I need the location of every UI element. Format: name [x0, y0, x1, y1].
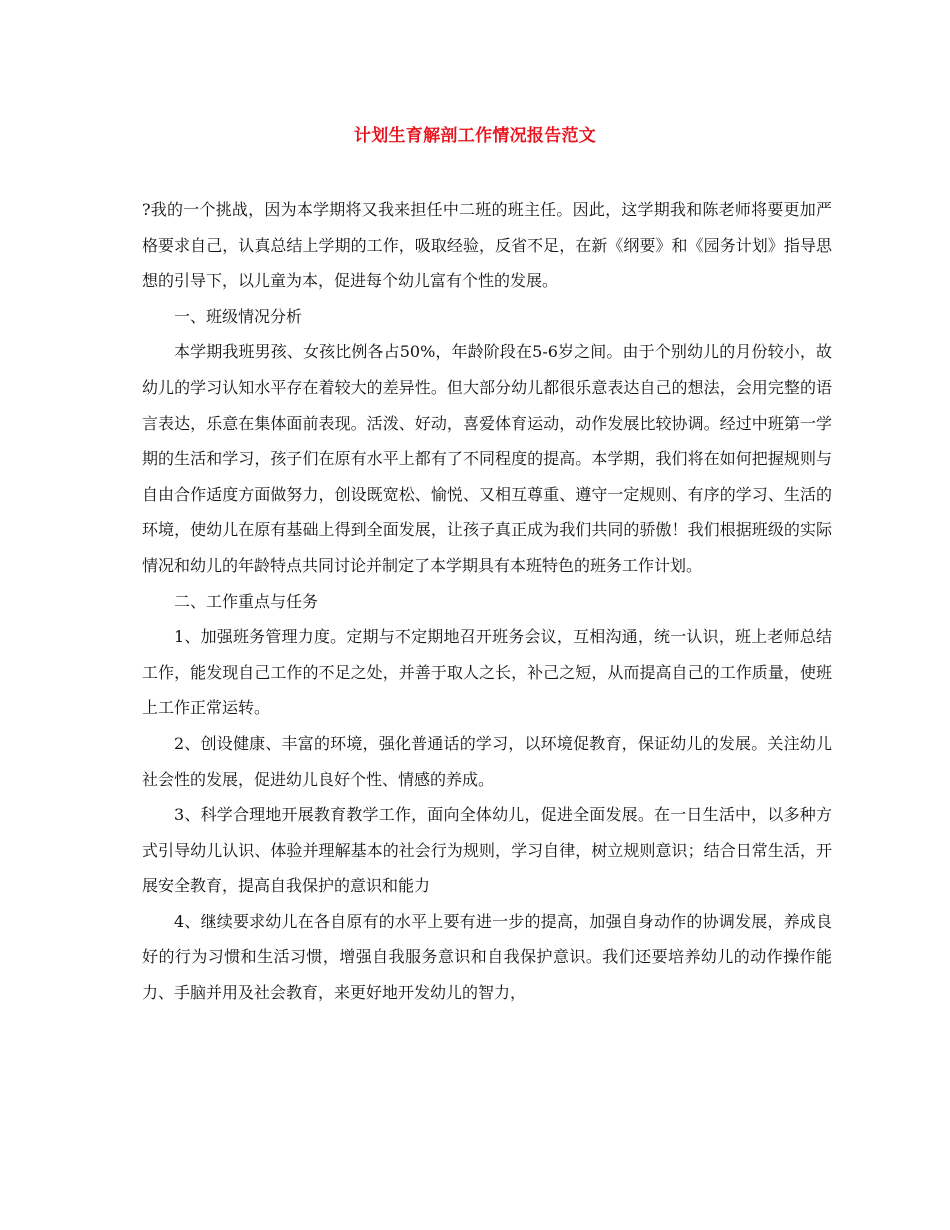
- document-body: [142, 192, 832, 1011]
- paragraph-class-analysis: 本学期我班男孩、女孩比例各占50%，年龄阶段在5-6岁之间。由于个别幼儿的月份较小，故幼儿的学习认知水平存在着较大的差异性。但大部分幼儿都很乐意表达自己的想法，会用完整的语言表达，乐意在集体面前表现。活泼、好动，喜爱体育运动，动作发展比较协调。经过中班第一学期的生活和学习，孩子们在原有水平上都有了不同程度的提高。本学期，我们将在如何把握规则与自由合作适度方面做努力，创设既宽松、愉悦、又相互尊重、遵守一定规则、有序的学习、生活的环境，使幼儿在原有基础上得到全面发展，让孩子真正成为我们共同的骄傲！我们根据班级的实际情况和幼儿的年龄特点共同讨论并制定了本学期具有本班特色的班务工作计划。: [142, 342, 832, 575]
- paragraph-item-4: 4、继续要求幼儿在各自原有的水平上要有进一步的提高，加强自身动作的协调发展，养成良好的行为习惯和生活习惯，增强自我服务意识和自我保护意识。我们还要培养幼儿的动作操作能力、手脑并用及社会教育，来更好地开发幼儿的智力，: [142, 911, 832, 1003]
- section-heading-work-focus: 二、工作重点与任务: [174, 591, 319, 611]
- paragraph-item-1: 1、加强班务管理力度。定期与不定期地召开班务会议，互相沟通，统一认识，班上老师总结工作，能发现自己工作的不足之处，并善于取人之长，补己之短，从而提高自己的工作质量，使班上工作正常运转。: [142, 627, 832, 718]
- document-title: 计划生育解剖工作情况报告范文: [353, 126, 597, 146]
- paragraph-item-2: 2、创设健康、丰富的环境，强化普通话的学习，以环境促教育，保证幼儿的发展。关注幼儿社会性的发展，促进幼儿良好个性、情感的养成。: [142, 733, 832, 789]
- section-heading-class-analysis: 一、班级情况分析: [174, 306, 303, 326]
- paragraph-item-3: 3、科学合理地开展教育教学工作，面向全体幼儿，促进全面发展。在一日生活中，以多种方式引导幼儿认识、体验并理解基本的社会行为规则，学习自律，树立规则意识；结合日常生活，开展安全教育，提高自我保护的意识和能力: [142, 805, 832, 896]
- paragraph-intro: ?我的一个挑战，因为本学期将又我来担任中二班的班主任。因此，这学期我和陈老师将要更加严格要求自己，认真总结上学期的工作，吸取经验，反省不足，在新《纲要》和《园务计划》指导思想的引导下，以儿童为本，促进每个幼儿富有个性的发展。: [142, 200, 832, 291]
